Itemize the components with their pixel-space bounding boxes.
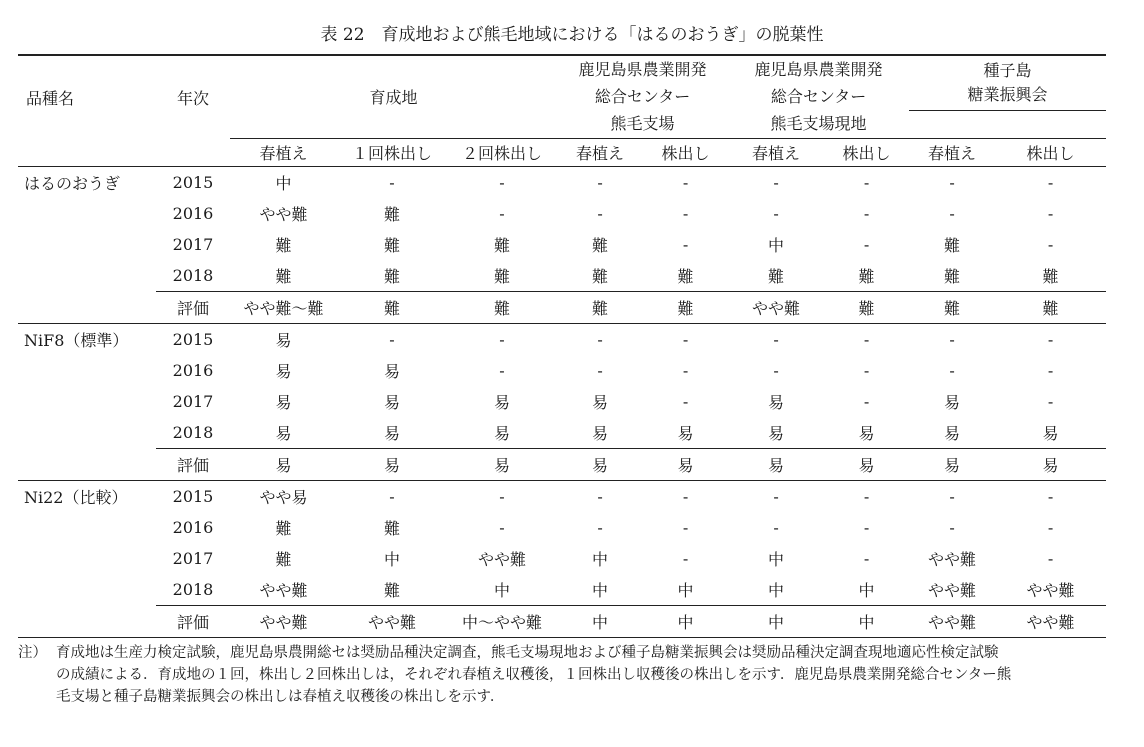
header-group-kumage-genchi-line2: 総合センター bbox=[770, 86, 867, 106]
evaluation-cell: 易 bbox=[337, 448, 447, 480]
evaluation-cell: 難 bbox=[447, 291, 557, 323]
value-cell: やや難 bbox=[259, 204, 308, 224]
value-cell: 難 bbox=[383, 266, 400, 286]
evaluation-cell: 易 bbox=[824, 448, 909, 480]
value-cell: やや難 bbox=[259, 580, 308, 600]
value-cell: - bbox=[773, 203, 779, 223]
value-cell: - bbox=[909, 323, 995, 355]
year-cell: 2016 bbox=[172, 360, 214, 380]
value-cell: 易 bbox=[944, 423, 961, 443]
subheader-row bbox=[18, 138, 1106, 166]
evaluation-cell: 難 bbox=[337, 291, 447, 323]
value-cell: 難 bbox=[677, 266, 694, 286]
value-cell: - bbox=[773, 360, 779, 380]
value-cell: - bbox=[643, 323, 728, 355]
value-cell: やや難 bbox=[928, 580, 977, 600]
evaluation-label: 評価 bbox=[156, 605, 230, 637]
value-cell: 難 bbox=[592, 235, 609, 255]
value-cell: - bbox=[597, 203, 603, 223]
value-cell: - bbox=[995, 480, 1106, 512]
value-cell: 易 bbox=[592, 423, 609, 443]
value-cell: - bbox=[863, 234, 870, 254]
evaluation-cell: 易 bbox=[909, 448, 995, 480]
value-cell: - bbox=[1047, 234, 1054, 254]
value-cell: 難 bbox=[494, 235, 511, 255]
evaluation-cell: 中 bbox=[728, 605, 824, 637]
value-cell: 難 bbox=[275, 266, 292, 286]
value-cell: 難 bbox=[275, 518, 292, 538]
evaluation-cell: やや難 bbox=[995, 605, 1106, 637]
value-cell: - bbox=[682, 391, 689, 411]
value-cell: 易 bbox=[494, 423, 511, 443]
value-cell: やや易 bbox=[230, 480, 337, 512]
value-cell: やや難 bbox=[1026, 580, 1075, 600]
table-row bbox=[18, 574, 1106, 606]
evaluation-cell: 易 bbox=[230, 448, 337, 480]
evaluation-cell: 易 bbox=[643, 448, 728, 480]
value-cell: - bbox=[389, 172, 395, 192]
year-cell: 2016 bbox=[172, 517, 214, 537]
table-row bbox=[18, 323, 1106, 355]
evaluation-row bbox=[18, 291, 1106, 323]
value-cell: 易 bbox=[383, 423, 400, 443]
value-cell: - bbox=[682, 517, 689, 537]
value-cell: 易 bbox=[275, 423, 292, 443]
value-cell: - bbox=[1047, 548, 1054, 568]
defoliation-table bbox=[18, 54, 1106, 638]
value-cell: - bbox=[447, 323, 557, 355]
value-cell: - bbox=[949, 517, 955, 537]
evaluation-cell: 難 bbox=[995, 291, 1106, 323]
evaluation-cell: 難 bbox=[824, 291, 909, 323]
value-cell: - bbox=[337, 323, 447, 355]
value-cell: - bbox=[337, 480, 447, 512]
table-row bbox=[18, 512, 1106, 543]
value-cell: 中 bbox=[494, 580, 511, 600]
value-cell: 中 bbox=[677, 580, 694, 600]
year-cell: 2018 bbox=[172, 579, 214, 599]
year-cell: 2017 bbox=[172, 234, 214, 254]
year-cell: 2015 bbox=[172, 172, 214, 192]
table-row bbox=[18, 355, 1106, 386]
value-cell: - bbox=[824, 480, 909, 512]
value-cell: 中 bbox=[592, 549, 609, 569]
value-cell: 難 bbox=[383, 204, 400, 224]
header-group-ikuseichi: 育成地 bbox=[230, 55, 557, 138]
value-cell: - bbox=[643, 480, 728, 512]
evaluation-cell: 易 bbox=[995, 448, 1106, 480]
value-cell: - bbox=[597, 360, 603, 380]
variety-name: はるのおうぎ bbox=[24, 173, 121, 193]
value-cell: 易 bbox=[275, 361, 292, 381]
value-cell: - bbox=[447, 480, 557, 512]
value-cell: 易 bbox=[383, 361, 400, 381]
value-cell: 難 bbox=[768, 266, 785, 286]
value-cell: - bbox=[728, 480, 824, 512]
header-group-tanegashima-line2: 糖業振興会 bbox=[967, 84, 1048, 104]
value-cell: 易 bbox=[858, 423, 875, 443]
value-cell: やや難 bbox=[478, 549, 527, 569]
evaluation-cell: やや難 bbox=[728, 291, 824, 323]
table-row bbox=[18, 166, 1106, 198]
value-cell: - bbox=[728, 323, 824, 355]
evaluation-cell: 中 bbox=[824, 605, 909, 637]
value-cell: 易 bbox=[494, 392, 511, 412]
value-cell: - bbox=[682, 548, 689, 568]
variety-name: Ni22（比較） bbox=[18, 480, 156, 512]
year-cell: 2015 bbox=[156, 480, 230, 512]
header-variety: 品種名 bbox=[18, 55, 156, 138]
footnote-mark: 注） bbox=[18, 645, 47, 661]
evaluation-cell: やや難～難 bbox=[230, 291, 337, 323]
value-cell: - bbox=[499, 203, 505, 223]
value-cell: - bbox=[682, 172, 689, 192]
value-cell: - bbox=[499, 360, 505, 380]
header-group-kumage-line3: 熊毛支場 bbox=[557, 110, 728, 138]
value-cell: 易 bbox=[944, 392, 961, 412]
value-cell: 中 bbox=[768, 549, 785, 569]
value-cell: 易 bbox=[1042, 423, 1059, 443]
value-cell: 難 bbox=[275, 549, 292, 569]
table-row bbox=[18, 260, 1106, 292]
table-caption: 表 22 育成地および熊毛地域における「はるのおうぎ」の脱葉性 bbox=[320, 25, 824, 45]
footnote bbox=[18, 640, 1108, 708]
year-cell: 2017 bbox=[172, 391, 214, 411]
year-cell: 2015 bbox=[156, 323, 230, 355]
table-row bbox=[18, 198, 1106, 229]
header-year: 年次 bbox=[156, 55, 230, 138]
value-cell: - bbox=[949, 203, 955, 223]
value-cell: - bbox=[949, 172, 955, 192]
subheader-cell: 春植え bbox=[230, 138, 337, 166]
value-cell: 易 bbox=[768, 392, 785, 412]
value-cell: 中 bbox=[383, 549, 400, 569]
value-cell: 易 bbox=[677, 423, 694, 443]
value-cell: - bbox=[1047, 203, 1054, 223]
table-row bbox=[18, 386, 1106, 417]
value-cell: 中 bbox=[858, 580, 875, 600]
value-cell: 難 bbox=[944, 266, 961, 286]
header-group-kumage-genchi-line3: 熊毛支場現地 bbox=[728, 110, 909, 138]
year-cell: 2018 bbox=[172, 422, 214, 442]
value-cell: 難 bbox=[383, 235, 400, 255]
value-cell: - bbox=[773, 172, 779, 192]
footnote-line1: 育成地は生産力検定試験，鹿児島県農開総セは奨励品種決定調査，熊毛支場現地および種子島糖業振興会は奨励品種決定調査現地適応性検定試験 bbox=[56, 645, 999, 661]
year-cell: 2016 bbox=[172, 203, 214, 223]
value-cell: - bbox=[557, 323, 643, 355]
value-cell: - bbox=[863, 517, 870, 537]
subheader-cell: 株出し bbox=[824, 138, 909, 166]
table-row bbox=[18, 417, 1106, 449]
value-cell: 難 bbox=[275, 235, 292, 255]
value-cell: - bbox=[682, 234, 689, 254]
value-cell: 易 bbox=[383, 392, 400, 412]
evaluation-row bbox=[18, 605, 1106, 637]
evaluation-cell: 難 bbox=[557, 291, 643, 323]
value-cell: - bbox=[682, 203, 689, 223]
subheader-cell: １回株出し bbox=[337, 138, 447, 166]
value-cell: 難 bbox=[383, 580, 400, 600]
value-cell: 易 bbox=[592, 392, 609, 412]
value-cell: - bbox=[949, 360, 955, 380]
table-row bbox=[18, 543, 1106, 574]
evaluation-cell: 易 bbox=[447, 448, 557, 480]
evaluation-cell: やや難 bbox=[909, 605, 995, 637]
header-group-kumage-line2: 総合センター bbox=[594, 86, 691, 106]
value-cell: やや難 bbox=[928, 549, 977, 569]
evaluation-cell: 難 bbox=[643, 291, 728, 323]
header-group-kumage-genchi-line1: 鹿児島県農業開発 bbox=[728, 55, 909, 83]
value-cell: 難 bbox=[592, 266, 609, 286]
value-cell: 易 bbox=[275, 392, 292, 412]
value-cell: - bbox=[863, 172, 870, 192]
value-cell: - bbox=[597, 172, 603, 192]
value-cell: - bbox=[597, 517, 603, 537]
table-row bbox=[18, 480, 1106, 512]
evaluation-cell: 中 bbox=[643, 605, 728, 637]
evaluation-label: 評価 bbox=[156, 448, 230, 480]
subheader-cell: 株出し bbox=[995, 138, 1106, 166]
value-cell: - bbox=[499, 517, 505, 537]
value-cell: - bbox=[499, 172, 505, 192]
evaluation-cell: 中～やや難 bbox=[447, 605, 557, 637]
evaluation-cell: 難 bbox=[909, 291, 995, 323]
evaluation-cell: 易 bbox=[728, 448, 824, 480]
evaluation-cell: やや難 bbox=[337, 605, 447, 637]
value-cell: - bbox=[773, 517, 779, 537]
value-cell: - bbox=[1047, 360, 1054, 380]
header-group-tanegashima-line1: 種子島 bbox=[983, 60, 1032, 80]
value-cell: 易 bbox=[768, 423, 785, 443]
subheader-cell: 春植え bbox=[557, 138, 643, 166]
footnote-line3: 毛支場と種子島糖業振興会の株出しは春植え収穫後の株出しを示す． bbox=[56, 689, 505, 705]
subheader-cell: 株出し bbox=[643, 138, 728, 166]
evaluation-cell: 中 bbox=[557, 605, 643, 637]
value-cell: - bbox=[682, 360, 689, 380]
table-row bbox=[18, 229, 1106, 260]
value-cell: 難 bbox=[494, 266, 511, 286]
footnote-line2: の成績による．育成地の１回，株出し２回株出しは，それぞれ春植え収穫後，１回株出し収穫後の株出しを示す．鹿児島県農業開発総合センター熊 bbox=[56, 667, 1012, 683]
value-cell: 難 bbox=[944, 235, 961, 255]
value-cell: - bbox=[1047, 172, 1054, 192]
value-cell: 難 bbox=[1042, 266, 1059, 286]
evaluation-cell: 易 bbox=[557, 448, 643, 480]
value-cell: 中 bbox=[768, 580, 785, 600]
value-cell: - bbox=[863, 391, 870, 411]
header-group-tanegashima bbox=[909, 55, 1106, 110]
year-cell: 2017 bbox=[172, 548, 214, 568]
value-cell: 難 bbox=[383, 518, 400, 538]
value-cell: 難 bbox=[858, 266, 875, 286]
value-cell: - bbox=[557, 480, 643, 512]
value-cell: - bbox=[995, 323, 1106, 355]
value-cell: - bbox=[824, 323, 909, 355]
header-group-kumage-line1: 鹿児島県農業開発 bbox=[557, 55, 728, 83]
subheader-cell: 春植え bbox=[728, 138, 824, 166]
value-cell: 易 bbox=[230, 323, 337, 355]
value-cell: - bbox=[1047, 517, 1054, 537]
value-cell: - bbox=[1047, 391, 1054, 411]
value-cell: - bbox=[863, 203, 870, 223]
year-cell: 2018 bbox=[172, 265, 214, 285]
value-cell: 中 bbox=[592, 580, 609, 600]
evaluation-row bbox=[18, 448, 1106, 480]
value-cell: - bbox=[863, 360, 870, 380]
subheader-cell: 春植え bbox=[909, 138, 995, 166]
value-cell: - bbox=[863, 548, 870, 568]
value-cell: 中 bbox=[275, 173, 292, 193]
evaluation-label: 評価 bbox=[156, 291, 230, 323]
value-cell: - bbox=[909, 480, 995, 512]
evaluation-cell: やや難 bbox=[230, 605, 337, 637]
subheader-cell: ２回株出し bbox=[447, 138, 557, 166]
value-cell: 中 bbox=[768, 235, 785, 255]
variety-name: NiF8（標準） bbox=[18, 323, 156, 355]
